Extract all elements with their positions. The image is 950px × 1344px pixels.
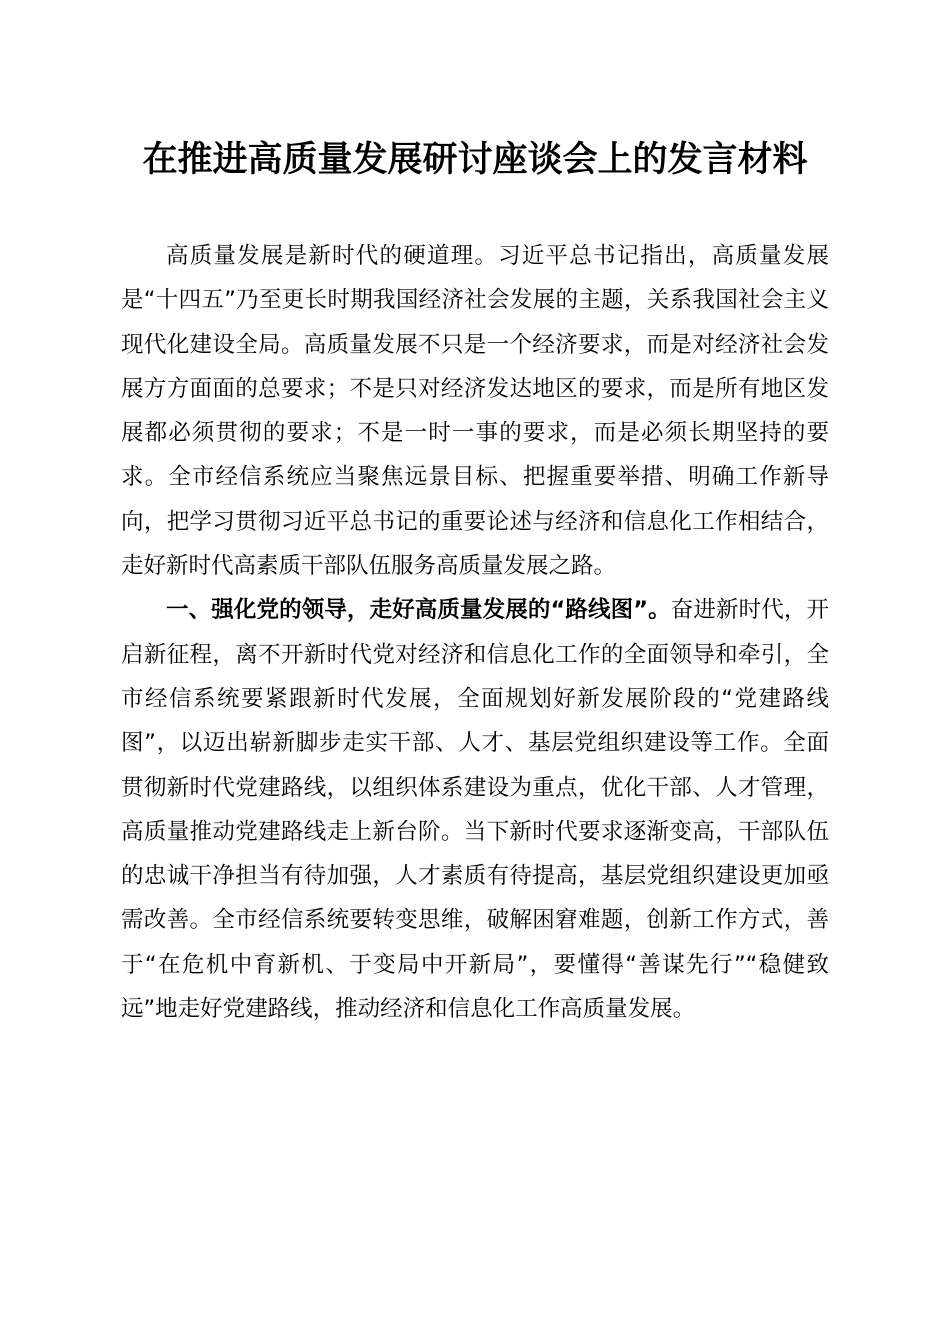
document-body [121,234,829,1031]
section-one-heading: 一、强化党的领导，走好高质量发展的“路线图”。 [166,597,671,624]
intro-paragraph: 高质量发展是新时代的硬道理。习近平总书记指出，高质量发展是“十四五”乃至更长时期我国经济社会发展的主题，关系我国社会主义现代化建设全局。高质量发展不只是一个经济要求，而是对经济社会发展方方面面的总要求；不是只对经济发达地区的要求，而是所有地区发展都必须贯彻的要求；不是一时一事的要求，而是必须长期坚持的要求。全市经信系统应当聚焦远景目标、把握重要举措、明确工作新导向，把学习贯彻习近平总书记的重要论述与经济和信息化工作相结合，走好新时代高素质干部队伍服务高质量发展之路。 [121,243,829,580]
section-one-text: 奋进新时代，开启新征程，离不开新时代党对经济和信息化工作的全面领导和牵引，全市经信系统要紧跟新时代发展，全面规划好新发展阶段的“党建路线图”，以迈出崭新脚步走实干部、人才、基层党组织建设等工作。全面贯彻新时代党建路线，以组织体系建设为重点，优化干部、人才管理，高质量推动党建路线走上新台阶。当下新时代要求逐渐变高，干部队伍的忠诚干净担当有待加强，人才素质有待提高，基层党组织建设更加亟需改善。全市经信系统要转变思维，破解困窘难题，创新工作方式，善于“在危机中育新机、于变局中开新局”，要懂得“善谋先行”“稳健致远”地走好党建路线，推动经济和信息化工作高质量发展。 [121,597,829,1023]
document-title: 在推进高质量发展研讨座谈会上的发言材料 [142,139,808,180]
section-one-paragraph [121,588,829,1031]
